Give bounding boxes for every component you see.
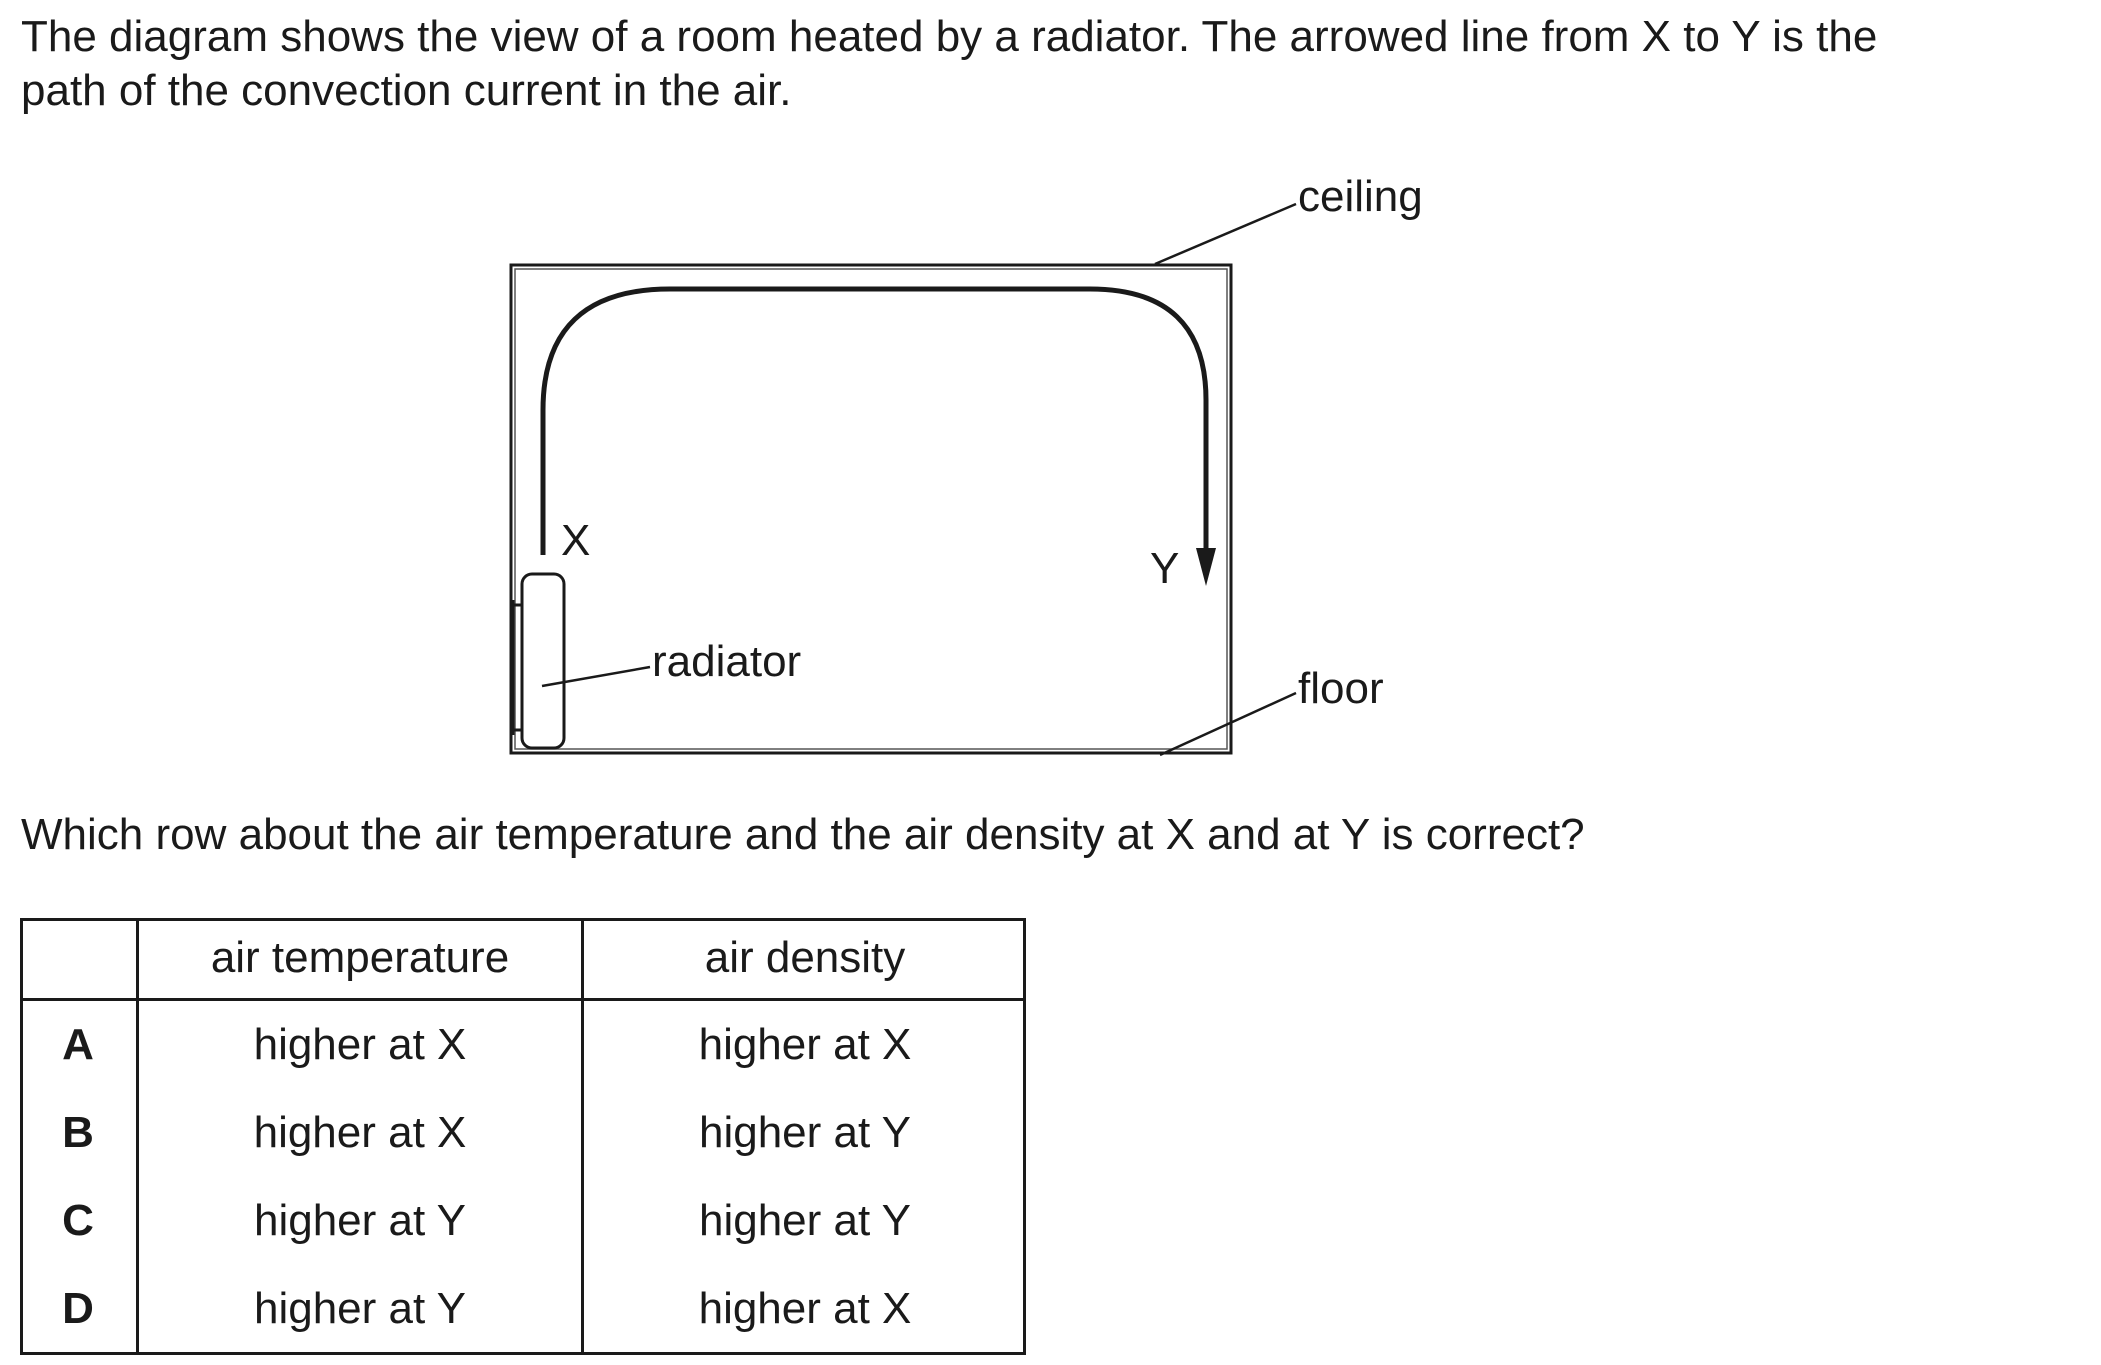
y-label: Y bbox=[1150, 544, 1180, 593]
intro-line-1: The diagram shows the view of a room heated by a radiator. The arrowed line from X to Y is the bbox=[21, 12, 1878, 61]
density-cell: higher at X bbox=[698, 1284, 912, 1333]
convection-current-path bbox=[543, 289, 1206, 555]
intro-line-2: path of the convection current in the air. bbox=[21, 66, 792, 115]
option-key: C bbox=[20, 1177, 138, 1265]
x-label: X bbox=[561, 516, 591, 565]
temperature-cell: higher at X bbox=[138, 1000, 583, 1090]
radiator bbox=[513, 574, 564, 748]
header-air-temperature: air temperature bbox=[138, 918, 583, 1000]
option-key: A bbox=[20, 1000, 138, 1090]
temperature-cell: higher at Y bbox=[138, 1265, 583, 1353]
density-cell: higher at Y bbox=[698, 1108, 911, 1157]
density-cell: higher at Y bbox=[698, 1196, 911, 1245]
table-header-row bbox=[20, 918, 1026, 1000]
ceiling-leader-line bbox=[1155, 204, 1296, 264]
table-row-b[interactable] bbox=[20, 1089, 1026, 1177]
temperature-cell: higher at Y bbox=[138, 1177, 583, 1265]
floor-label: floor bbox=[1298, 664, 1384, 713]
answer-table bbox=[20, 918, 1026, 1353]
header-air-density: air density bbox=[583, 918, 1027, 1000]
question-text: Which row about the air temperature and the air density at X and at Y is correct? bbox=[21, 810, 1585, 859]
floor-leader-line bbox=[1160, 693, 1296, 755]
table-row-c[interactable] bbox=[20, 1177, 1026, 1265]
option-key: D bbox=[20, 1265, 138, 1353]
table-row-d[interactable] bbox=[20, 1265, 1026, 1353]
temperature-cell: higher at X bbox=[138, 1089, 583, 1177]
option-key: B bbox=[20, 1089, 138, 1177]
arrow-head-icon bbox=[1196, 548, 1216, 586]
header-key bbox=[20, 918, 138, 1000]
room-walls bbox=[511, 265, 1231, 753]
density-cell: higher at X bbox=[698, 1020, 912, 1069]
radiator-leader-line bbox=[542, 667, 650, 686]
table-row-a[interactable] bbox=[20, 1000, 1026, 1090]
ceiling-label: ceiling bbox=[1298, 172, 1423, 221]
radiator-label: radiator bbox=[652, 637, 802, 686]
